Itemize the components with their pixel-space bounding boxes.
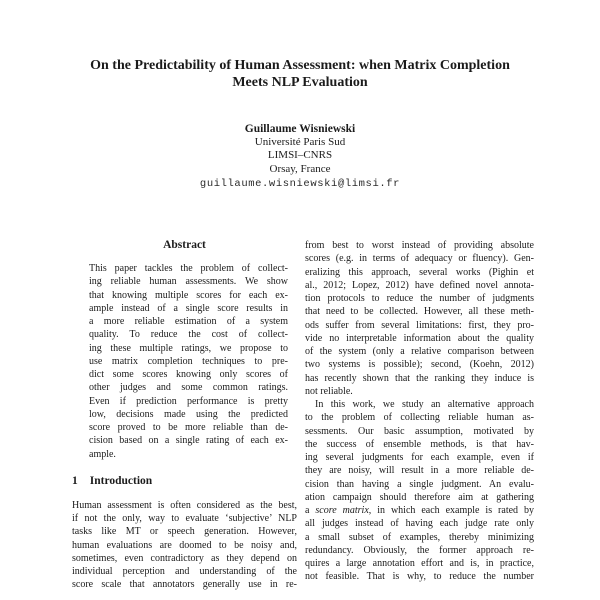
text-line: low, decisions made using the predicted <box>89 408 288 420</box>
abstract-body <box>89 262 288 461</box>
text-line: On the Predictability of Human Assessment: when Matrix Completion <box>90 58 510 73</box>
text-line: Meets NLP Evaluation <box>232 75 368 90</box>
text-line: has recently shown that the ranking they induce is <box>305 372 534 384</box>
author-name: Guillaume Wisniewski <box>244 123 356 135</box>
right-column <box>305 239 534 600</box>
text-line: sometimes, even contradictory as they depend on <box>72 552 297 564</box>
text-line: from best to worst instead of providing absolute <box>305 240 534 251</box>
text-line: ing these multiple ratings, we propose to <box>89 342 288 354</box>
text-line: cision than having a single judgment. An evalu- <box>305 478 534 490</box>
text-line: not feasible. That is why, to reduce the number <box>305 571 534 583</box>
intro-section-heading <box>72 474 297 488</box>
text-line: Even if prediction performance is pretty <box>89 395 288 407</box>
author-email: guillaume.wisniewski@limsi.fr <box>199 178 401 191</box>
text-line: ation campaign should therefore aim at gathering <box>305 491 534 503</box>
text-line: In this work, we study an alternative approach <box>315 399 534 410</box>
text-line: human evaluations are doomed to be noisy and, <box>72 539 297 551</box>
text-line: quires a large annotation effort and is, in practice, <box>305 558 534 569</box>
text-line: vide no interpretable information about the quality <box>305 332 534 344</box>
text-line: tion protocols to reduce the number of judgments <box>305 293 534 304</box>
right-paragraph-2 <box>305 398 534 584</box>
text-line: that need to be collected. However, all these meth- <box>305 306 534 318</box>
text-line: tasks like MT or speech generation. However, <box>72 526 297 538</box>
text-line: quality. To reduce the cost of collect- <box>89 329 288 341</box>
intro-body <box>72 499 297 592</box>
text-line: they are noisy, will result in a more reliable de- <box>305 465 534 477</box>
text-line: This paper tackles the problem of collect- <box>89 263 288 274</box>
text-line: dict some scores knowing only scores of <box>89 369 288 380</box>
text-line: ods suffer from several limitations: first, they pro- <box>305 319 534 331</box>
text-line: of the system (only a relative comparison between <box>305 346 534 357</box>
text-line: ample. <box>89 448 116 460</box>
text-line: a small subset of examples, thereby minimizing <box>305 531 534 543</box>
text-line: ing reliable human assessments. We show <box>89 276 288 288</box>
left-column <box>72 238 297 600</box>
text-line: other judges and some common ratings. <box>89 382 288 394</box>
text-line: a more reliable estimation of a system <box>89 316 288 327</box>
text-line: ample instead of a single score results in <box>89 302 288 314</box>
text-line: Orsay, France <box>269 162 331 175</box>
text-line: to the problem of collecting reliable human as- <box>305 412 534 424</box>
text-line: sessments. Our basic assumption, motivated by <box>305 425 534 437</box>
text-line: eralizing this approach, several works (Pighin et <box>305 266 534 278</box>
text-line: not reliable. <box>305 385 353 397</box>
abstract-heading: Abstract <box>163 239 206 251</box>
text-line: that knowing multiple scores for each ex- <box>89 289 288 301</box>
text-line: Human assessment is often considered as the best, <box>72 499 297 511</box>
author-affiliations <box>0 136 600 176</box>
author-block <box>0 122 600 191</box>
text-line: a score matrix, in which each example is rated by <box>305 505 534 516</box>
text-line: if not the only, way to evaluate ‘subjective’ NLP <box>72 513 297 524</box>
text-line: Université Paris Sud <box>254 136 346 148</box>
section-title: Introduction <box>89 474 153 487</box>
abstract-section <box>72 238 297 461</box>
right-paragraph-1 <box>305 239 534 398</box>
text-line: cision based on a single rating of each ex- <box>89 435 288 447</box>
text-line: redundancy. Obviously, the former approach re- <box>305 544 534 556</box>
text-line: the success of ensemble methods, is that hav- <box>305 438 534 450</box>
text-line: score proved to be more reliable than de- <box>89 422 288 433</box>
text-line: individual perception and understanding of the <box>72 566 297 577</box>
section-number: 1 <box>72 474 78 487</box>
text-line: two systems is possible); second, (Koehn, 2012) <box>305 359 534 371</box>
text-line: LIMSI–CNRS <box>267 149 333 162</box>
text-line: scores (e.g. in terms of adequacy or fluency). Gen- <box>305 253 534 265</box>
paper-title <box>0 57 600 91</box>
text-line: all judges instead of having each judge rate only <box>305 518 534 530</box>
text-line: score scale that annotators generally use in re- <box>72 579 297 591</box>
text-line: ing several judgments for each example, even if <box>305 452 534 463</box>
text-line: use matrix completion techniques to pre- <box>89 355 288 367</box>
text-line: al., 2012; Lopez, 2012) have defined novel annota- <box>305 279 534 291</box>
